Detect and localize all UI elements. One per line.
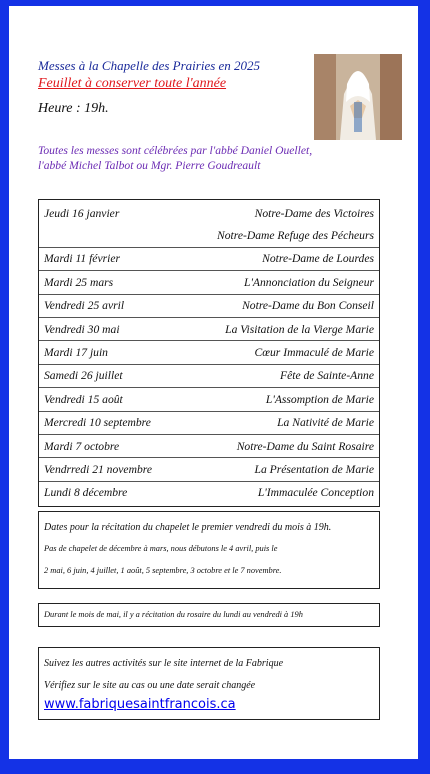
chapelet-info-box bbox=[38, 511, 380, 589]
schedule-feast: Notre-Dame de Lourdes bbox=[262, 252, 374, 266]
schedule-feast: Fête de Sainte-Anne bbox=[280, 369, 374, 383]
schedule-row bbox=[39, 271, 379, 294]
schedule-row bbox=[39, 341, 379, 364]
fabrique-website-link[interactable]: www.fabriquesaintfrancois.ca bbox=[44, 697, 236, 712]
schedule-row bbox=[39, 224, 379, 247]
schedule-date: Mardi 11 février bbox=[44, 252, 120, 266]
mass-time: Heure : 19h. bbox=[38, 101, 109, 116]
chapelet-line-3: 2 mai, 6 juin, 4 juillet, 1 août, 5 septembre, 3 octobre et le 7 novembre. bbox=[44, 566, 282, 575]
schedule-date: Mardi 17 juin bbox=[44, 346, 108, 360]
mass-schedule-table bbox=[38, 199, 380, 507]
schedule-row bbox=[39, 248, 379, 271]
schedule-date: Mardi 7 octobre bbox=[44, 439, 120, 453]
schedule-row bbox=[39, 295, 379, 318]
schedule-feast: Notre-Dame Refuge des Pécheurs bbox=[216, 229, 374, 243]
schedule-row bbox=[39, 458, 379, 481]
page-subtitle: Feuillet à conserver toute l'année bbox=[38, 76, 227, 91]
schedule-date: Vendrredi 21 novembre bbox=[44, 462, 152, 476]
virgin-mary-statue-photo bbox=[314, 54, 402, 140]
officiants-line-2: l'abbé Michel Talbot ou Mgr. Pierre Goudreault bbox=[38, 159, 261, 172]
schedule-row bbox=[39, 365, 379, 388]
website-line-1: Suivez les autres activités sur le site internet de la Fabrique bbox=[44, 658, 284, 669]
schedule-feast: Notre-Dame des Victoires bbox=[254, 206, 374, 220]
schedule-date: Lundi 8 décembre bbox=[44, 486, 128, 500]
schedule-row bbox=[39, 412, 379, 435]
schedule-feast: La Présentation de Marie bbox=[254, 462, 374, 476]
schedule-date: Vendredi 15 août bbox=[44, 392, 123, 406]
rosaire-line: Durant le mois de mai, il y a récitation du rosaire du lundi au vendredi à 19h bbox=[44, 610, 303, 619]
website-info-box bbox=[38, 647, 380, 720]
schedule-date: Jeudi 16 janvier bbox=[44, 206, 120, 220]
schedule-date: Mercredi 10 septembre bbox=[44, 416, 151, 430]
schedule-date: Vendredi 30 mai bbox=[44, 322, 120, 336]
leaflet-page bbox=[9, 6, 418, 759]
website-line-2: Vérifiez sur le site au cas ou une date serait changée bbox=[44, 680, 256, 691]
schedule-row bbox=[39, 318, 379, 341]
schedule-feast: L'Assomption de Marie bbox=[265, 392, 374, 406]
schedule-row bbox=[39, 202, 379, 224]
schedule-feast: Notre-Dame du Saint Rosaire bbox=[236, 439, 374, 453]
schedule-date: Mardi 25 mars bbox=[44, 275, 114, 289]
schedule-date: Vendredi 25 avril bbox=[44, 299, 125, 313]
schedule-date: Samedi 26 juillet bbox=[44, 369, 123, 383]
schedule-feast: La Nativité de Marie bbox=[277, 416, 374, 430]
chapelet-line-2: Pas de chapelet de décembre à mars, nous débutons le 4 avril, puis le bbox=[44, 544, 278, 553]
schedule-row bbox=[39, 435, 379, 458]
schedule-row bbox=[39, 388, 379, 411]
schedule-row bbox=[39, 482, 379, 504]
page-title: Messes à la Chapelle des Prairies en 2025 bbox=[38, 58, 261, 73]
officiants-note bbox=[38, 143, 388, 173]
schedule-feast: Notre-Dame du Bon Conseil bbox=[242, 299, 374, 313]
officiants-line-1: Toutes les messes sont célébrées par l'abbé Daniel Ouellet, bbox=[38, 144, 313, 157]
schedule-feast: L'Immaculée Conception bbox=[257, 486, 374, 500]
schedule-feast: L'Annonciation du Seigneur bbox=[244, 275, 374, 289]
schedule-feast: La Visitation de la Vierge Marie bbox=[225, 322, 374, 336]
schedule-feast: Cœur Immaculé de Marie bbox=[254, 346, 374, 360]
rosaire-info-box bbox=[38, 603, 380, 627]
chapelet-line-1: Dates pour la récitation du chapelet le premier vendredi du mois à 19h. bbox=[44, 522, 332, 533]
statue-image-icon bbox=[314, 54, 402, 140]
